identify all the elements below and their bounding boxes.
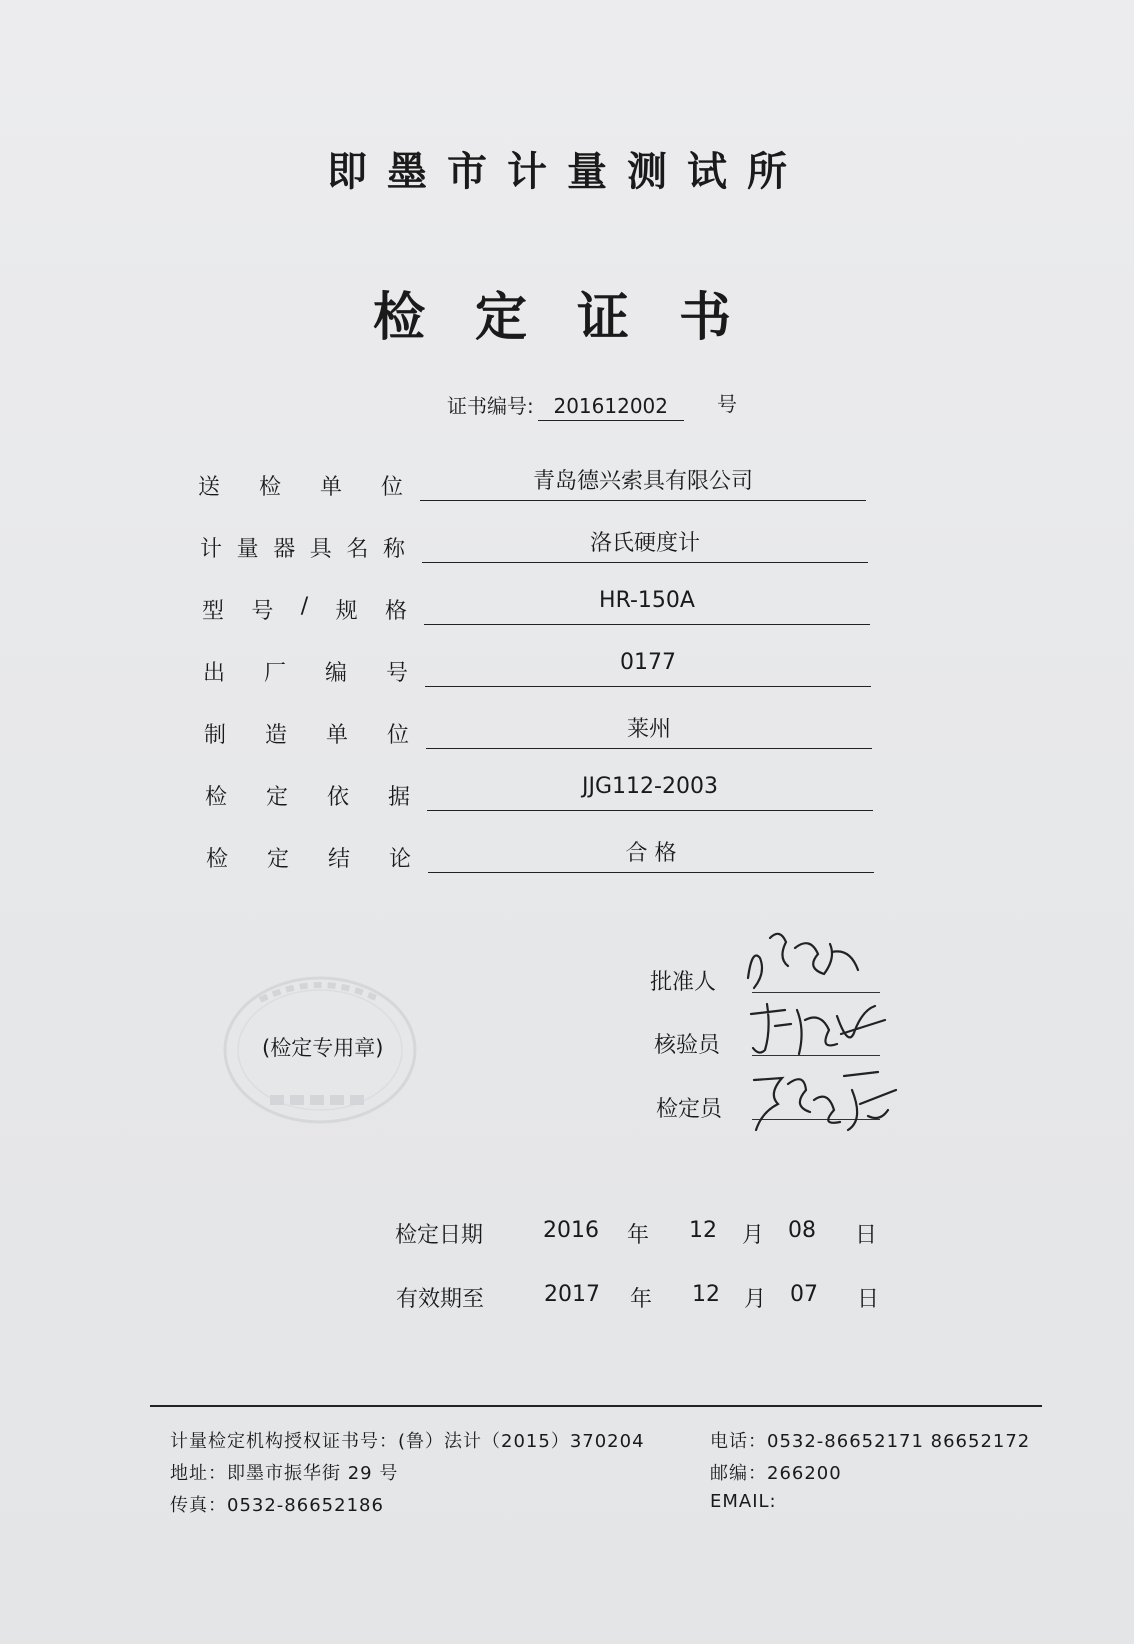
field-value: HR-150A: [599, 588, 695, 613]
field-value: 青岛德兴索具有限公司: [532, 469, 753, 494]
field-label: 出 厂 编 号: [203, 661, 408, 686]
field-label: 型 号 / 规 格: [202, 594, 407, 624]
field-value: 洛氏硬度计: [589, 531, 700, 556]
checker-signature-icon: [745, 990, 895, 1070]
approver-label: 批准人: [650, 970, 717, 995]
verification-date-label: 检定日期: [395, 1223, 484, 1248]
seal-label: (检定专用章): [262, 1036, 384, 1060]
certificate-page: 即墨市计量测试所 检定证书 证书编号: 201612002 号 送 检 单 位 青岛德兴索具有限公司 计 量 器 具 名 称 洛氏硬度计 型 号 / 规 格 HR-150A 出 厂 编 号 0177 制 造 单 位 莱州 检 定 依 据 JJG112-2003 检 定 结 论 合 格 (检定专用章) 批准人 核验员 检定员 检定日期 2016 年 12 月 08 日 有效期至 2017 年 12 月 07 日 计量检定机构授权证书号：(鲁）法计（2015）370204 电话：0532-86652171 86652172 地址：即墨市振华街 29 号 邮编：266200 传真：0532-86652186 EMAIL:: [0, 0, 1134, 1644]
field-label: 检 定 结 论: [206, 847, 411, 872]
field-value: 0177: [620, 650, 676, 675]
valid-until-year: 2017: [544, 1282, 600, 1307]
authorization-number: 计量检定机构授权证书号：(鲁）法计（2015）370204: [170, 1431, 645, 1452]
field-label: 送 检 单 位: [198, 475, 403, 500]
valid-until-label: 有效期至: [396, 1287, 485, 1312]
field-model-spec: [202, 588, 882, 634]
field-value: 合 格: [625, 841, 677, 866]
approver-signature-icon: [740, 918, 870, 998]
email: EMAIL:: [710, 1491, 777, 1512]
footer-divider: [150, 1405, 1042, 1407]
fax: 传真：0532-86652186: [170, 1495, 384, 1516]
field-conclusion: [206, 842, 886, 882]
field-label: 制 造 单 位: [204, 723, 409, 748]
postcode: 邮编：266200: [710, 1463, 842, 1484]
cert-no-suffix: 号: [717, 392, 737, 416]
certificate-number: [447, 390, 737, 421]
field-verification-basis: [205, 774, 885, 820]
field-serial-number: [203, 650, 883, 696]
checker-label: 核验员: [654, 1033, 721, 1058]
field-label: 检 定 依 据: [205, 785, 410, 810]
field-submitting-unit: [198, 470, 878, 510]
phone: 电话：0532-86652171 86652172: [710, 1431, 1031, 1452]
verification-month: 12: [689, 1218, 717, 1243]
verifier-signature-icon: [748, 1060, 898, 1140]
field-value: 莱州: [626, 717, 671, 742]
verifier-label: 检定员: [656, 1097, 723, 1122]
address: 地址：即墨市振华街 29 号: [170, 1463, 399, 1484]
valid-until-day: 07: [790, 1282, 818, 1307]
verification-year: 2016: [543, 1218, 599, 1243]
field-instrument-name: [200, 532, 880, 572]
field-manufacturer: [204, 718, 884, 758]
document-title: 检定证书: [372, 288, 781, 348]
cert-no-label: 证书编号:: [447, 394, 534, 418]
field-label: 计 量 器 具 名 称: [200, 537, 405, 562]
valid-until-month: 12: [692, 1282, 720, 1307]
verification-day: 08: [788, 1218, 816, 1243]
field-value: JJG112-2003: [582, 774, 718, 799]
cert-no-value: 201612002: [538, 394, 684, 421]
organization-name: 即墨市计量测试所: [327, 149, 807, 195]
